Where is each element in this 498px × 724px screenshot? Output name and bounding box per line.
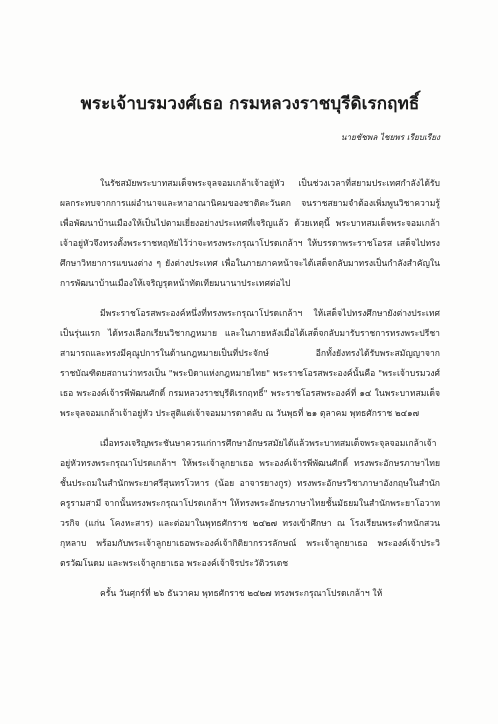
paragraph-2: มีพระราชโอรสพระองค์หนึ่งที่ทรงพระกรุณาโปรดเกล้าฯ ให้เสด็จไปทรงศึกษายังต่างประเทศเป็นรุ่นแรก ได้ทรงเลือกเรียนวิชากฎหมาย และในภายหลังเมื่อได้เสด็จกลับมารับราชการทรงพระปรีชาสามารถและทรงมีคุณูปการในด้านกฎหมายเป็นที่ประจักษ์ อีกทั้งยังทรงได้รับพระสมัญญาจากราชบัณฑิตยสถานว่าทรงเป็น "พระบิดาแห่งกฎหมายไทย" พระราชโอรสพระองค์นั้นคือ "พระเจ้าบรมวงศ์เธอ พระองค์เจ้ารพีพัฒนศักดิ์ กรมหลวงราชบุรีดิเรกฤทธิ์" พระราชโอรสพระองค์ที่ ๑๔ ในพระบาทสมเด็จพระจุลจอมเกล้าเจ้าอยู่หัว ประสูติแต่เจ้าจอมมารดาตลับ ณ วันพุธที่ ๒๑ ตุลาคม พุทธศักราช ๒๔๑๗ [60,309,440,419]
paragraph-3: เมื่อทรงเจริญพระชันษาควรแก่การศึกษาอักษรสมัยได้แล้วพระบาทสมเด็จพระจุลจอมเกล้าเจ้าอยู่หัวทรงพระกรุณาโปรดเกล้าฯ ให้พระเจ้าลูกยาเธอ พระองค์เจ้ารพีพัฒนศักดิ์ ทรงพระอักษรภาษาไทยชั้นประถมในสำนักพระยาศรีสุนทรโวหาร (น้อย อาจารยางกูร) ทรงพระอักษรวิชาภาษาอังกฤษในสำนักครูรามสามี จากนั้นทรงพระกรุณาโปรดเกล้าฯ ให้ทรงพระอักษรภาษาไทยชั้นมัธยมในสำนักพระยาโอวาทวรกิจ (แก่น โคงหะสาร) และต่อมาในพุทธศักราช ๒๔๒๗ ทรงเข้าศึกษา ณ โรงเรียนพระตำหนักสวนกุหลาบ พร้อมกับพระเจ้าลูกยาเธอพระองค์เจ้ากิติยากรวรลักษณ์ พระเจ้าลูกยาเธอ พระองค์เจ้าประวิตรวัฒโนดม และพระเจ้าลูกยาเธอ พระองค์เจ้าจิรประวัติวรเดช [60,439,440,569]
paragraph-1: ในรัชสมัยพระบาทสมเด็จพระจุลจอมเกล้าเจ้าอยู่หัว เป็นช่วงเวลาที่สยามประเทศกำลังได้รับผลกระทบจากการแผ่อำนาจและหาอาณานิคมของชาติตะวันตก จนราชสยามจำต้องเพิ่มพูนวิชาความรู้ เพื่อพัฒนาบ้านเมืองให้เป็นไปตามเยี่ยงอย่างประเทศที่เจริญแล้ว ด้วยเหตุนี้ พระบาทสมเด็จพระจอมเกล้าเจ้าอยู่หัวจึงทรงตั้งพระราชหฤทัยไว้ว่าจะทรงพระกรุณาโปรดเกล้าฯ ให้บรรดาพระราชโอรส เสด็จไปทรงศึกษาวิทยาการแขนงต่าง ๆ ยังต่างประเทศ เพื่อในภายภาคหน้าจะได้เสด็จกลับมาทรงเป็นกำลังสำคัญในการพัฒนาบ้านเมืองให้เจริญรุดหน้าทัดเทียมนานาประเทศต่อไป [60,179,440,289]
document-title: พระเจ้าบรมวงศ์เธอ กรมหลวงราชบุรีดิเรกฤทธิ์ [80,94,420,114]
author-line: นายชัชพล ไชยพร เรียบเรียง [340,132,440,142]
paragraph-4: ครั้น วันศุกร์ที่ ๒๖ ธันวาคม พุทธศักราช ๒๔๒๗ ทรงพระกรุณาโปรดเกล้าฯ ให้ [100,589,383,599]
